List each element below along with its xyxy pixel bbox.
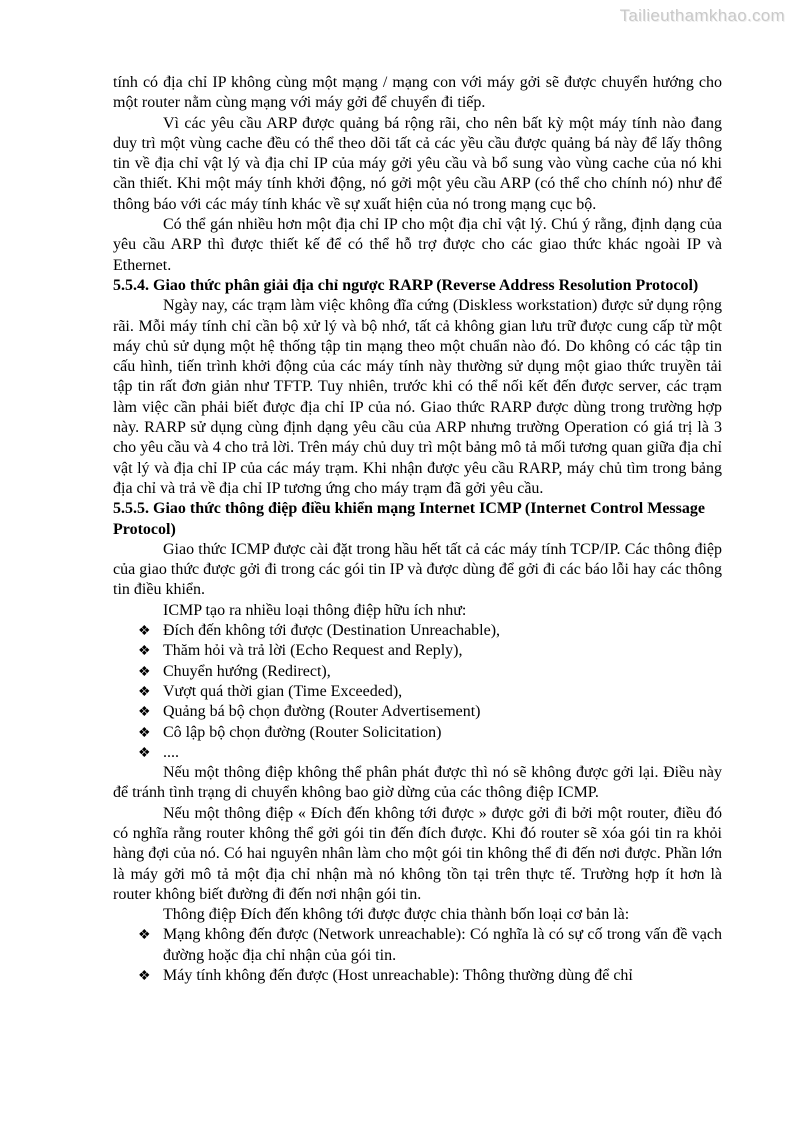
paragraph-arp-broadcast: Vì các yêu cầu ARP được quảng bá rộng rãi, cho nên bất kỳ một máy tính nào đang duy trì một vùng cache đều có thể theo dõi tất cả các yều cầu được quảng bá này để lấy thông tin về địa chỉ vật lý và địa chỉ IP của máy gởi yêu cầu và bổ sung vào vùng cache của nó khi cần thiết. Khi một máy tính khởi động, nó gởi một yêu cầu ARP (có thể cho chính nó) như để thông báo với các máy tính khác về sự xuất hiện của nó trong mạng cục bộ. xyxy=(113,114,722,213)
list-item xyxy=(113,966,722,986)
page-content xyxy=(113,73,722,986)
list-item-text: Quảng bá bộ chọn đường (Router Advertisement) xyxy=(163,703,481,721)
section-heading-5-5-5-icmp: 5.5.5. Giao thức thông điệp điều khiển mạng Internet ICMP (Internet Control Message Protocol) xyxy=(113,500,705,538)
diamond-bullet-icon: ❖ xyxy=(138,705,151,721)
list-item xyxy=(113,641,722,661)
list-item xyxy=(113,925,722,966)
diamond-bullet-icon: ❖ xyxy=(138,684,151,700)
section-heading-5-5-4-rarp: 5.5.4. Giao thức phân giải địa chỉ ngược RARP (Reverse Address Resolution Protocol) xyxy=(113,276,699,294)
list-item xyxy=(113,621,722,641)
paragraph-no-redelivery: Nếu một thông điệp không thể phân phát được thì nó sẽ không được gởi lại. Điều này để tránh tình trạng di chuyển không bao giờ dừng của các thông điệp ICMP. xyxy=(113,764,722,802)
list-item-text: Cô lập bộ chọn đường (Router Solicitation) xyxy=(163,723,442,741)
paragraph-icmp-intro: Giao thức ICMP được cài đặt trong hầu hết tất cả các máy tính TCP/IP. Các thông điệp của giao thức được gởi đi trong các gói tin IP và được dùng để gởi đi các báo lỗi hay các thông tin điều khiển. xyxy=(113,540,722,599)
list-item-text: .... xyxy=(163,743,179,761)
paragraph-arp-multi-ip: Có thể gán nhiều hơn một địa chỉ IP cho một địa chỉ vật lý. Chú ý rằng, định dạng của yêu cầu ARP thì được thiết kế để có thể hỗ trợ được cho các giao thức khác ngoài IP và Ethernet. xyxy=(113,216,722,274)
diamond-bullet-icon: ❖ xyxy=(138,928,151,944)
list-item-text: Vượt quá thời gian (Time Exceeded), xyxy=(163,682,403,700)
list-item xyxy=(113,743,722,763)
diamond-bullet-icon: ❖ xyxy=(138,969,151,985)
diamond-bullet-icon: ❖ xyxy=(138,644,151,660)
paragraph-icmp-list-intro: ICMP tạo ra nhiều loại thông điệp hữu ích như: xyxy=(163,601,467,619)
icmp-message-types-list xyxy=(113,621,722,763)
diamond-bullet-icon: ❖ xyxy=(138,745,151,761)
list-item xyxy=(113,723,722,743)
list-item-text: Mạng không đến được (Network unreachable): Có nghĩa là có sự cố trong vấn đề vạch đường hoặc địa chỉ nhận của gói tin. xyxy=(163,926,722,964)
diamond-bullet-icon: ❖ xyxy=(138,725,151,741)
paragraph-four-types-intro: Thông điệp Đích đến không tới được được chia thành bốn loại cơ bản là: xyxy=(163,906,630,924)
list-item-text: Thăm hỏi và trả lời (Echo Request and Reply), xyxy=(163,642,463,660)
list-item xyxy=(113,702,722,722)
list-item xyxy=(113,682,722,702)
paragraph-dest-unreachable: Nếu một thông điệp « Đích đến không tới được » được gởi đi bởi một router, điều đó có nghĩa rằng router không thể gởi gói tin đến đích được. Khi đó router sẽ xóa gói tin ra khỏi hàng đợi của nó. Có hai nguyên nhân làm cho một gói tin không thể đi đến nơi được. Phần lớn là máy gởi mô tả một địa chỉ nhận mà nó không tồn tại trên thực tế. Trường hợp ít hơn là router không biết đường đi đến nơi nhận gói tin. xyxy=(113,804,722,903)
paragraph-rarp: Ngày nay, các trạm làm việc không đĩa cứng (Diskless workstation) được sử dụng rộng rãi. Mỗi máy tính chỉ cần bộ xử lý và bộ nhớ, tất cả không gian lưu trữ được cung cấp từ một máy chủ sử dụng một hệ thống tập tin mạng theo một chuẩn nào đó. Do không có các tập tin cấu hình, tiến trình khởi động của các máy tính này thường sử dụng một giao thức truyền tải tập tin rất đơn giản như TFTP. Tuy nhiên, trước khi có thể nối kết đến được server, các trạm làm việc cần phải biết được địa chỉ IP của nó. Giao thức RARP được dùng trong trường hợp này. RARP sử dụng cùng định dạng yêu cầu của ARP nhưng trường Operation có giá trị là 3 cho yêu cầu và 4 cho trả lời. Trên máy chủ duy trì một bảng mô tả mối tương quan giữa địa chỉ vật lý và địa chỉ IP của các máy trạm. Khi nhận được yêu cầu RARP, máy chủ tìm trong bảng địa chỉ và trả về địa chỉ IP tương ứng cho máy trạm đã gởi yêu cầu. xyxy=(113,297,722,497)
list-item xyxy=(113,662,722,682)
diamond-bullet-icon: ❖ xyxy=(138,624,151,640)
list-item-text: Chuyển hướng (Redirect), xyxy=(163,662,331,680)
paragraph-ip-redirect: tính có địa chỉ IP không cùng một mạng / mạng con với máy gởi sẽ được chuyển hướng cho một router nằm cùng mạng với máy gởi để chuyển đi tiếp. xyxy=(113,74,722,112)
unreachable-types-list xyxy=(113,925,722,986)
list-item-text: Máy tính không đến được (Host unreachable): Thông thường dùng để chỉ xyxy=(163,967,633,985)
watermark-text: Tailieuthamkhao.com xyxy=(619,6,785,25)
diamond-bullet-icon: ❖ xyxy=(138,664,151,680)
list-item-text: Đích đến không tới được (Destination Unreachable), xyxy=(163,622,501,640)
